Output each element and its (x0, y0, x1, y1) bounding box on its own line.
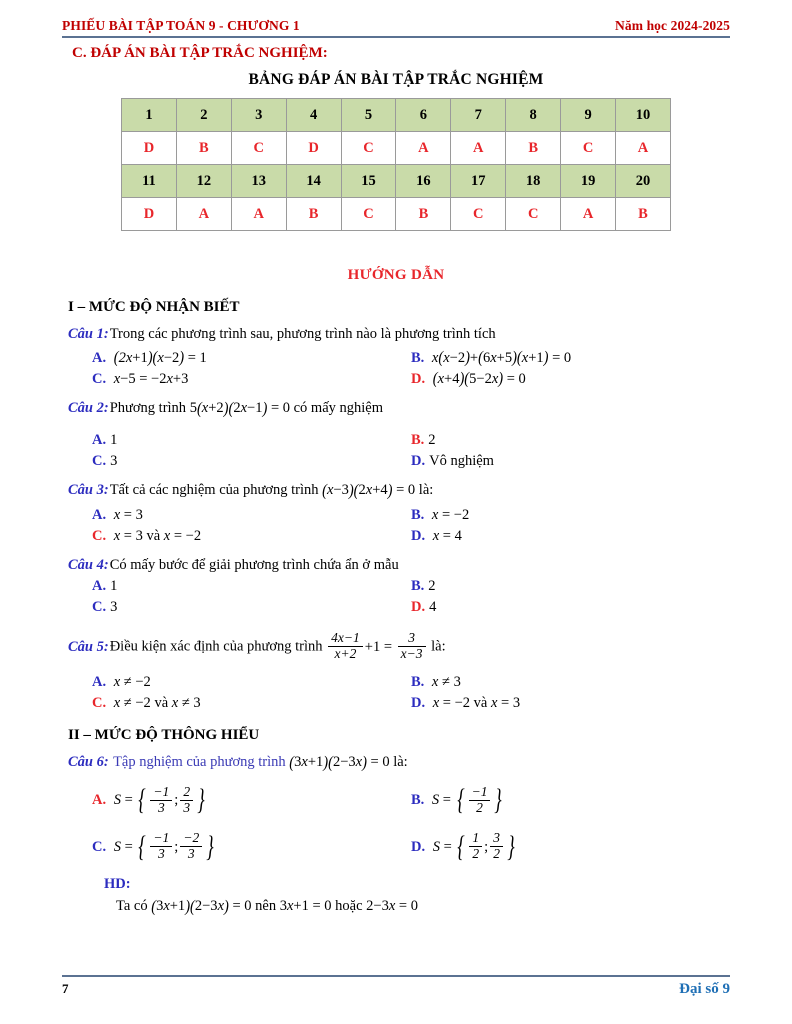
guide-title: HƯỚNG DẪN (347, 267, 445, 283)
option-letter: B. (411, 792, 425, 809)
option-letter: C. (92, 695, 107, 712)
question-1-options (92, 348, 730, 390)
table-cell-answer: D (286, 132, 341, 165)
option-a[interactable] (92, 348, 411, 369)
question-2-options (92, 430, 730, 472)
table-cell-answer: B (616, 198, 671, 231)
option-text: x = −2 (431, 506, 470, 523)
question-5-text-after: là: (431, 638, 446, 655)
question-3-text-after: là: (418, 482, 434, 499)
question-6 (68, 753, 730, 915)
option-letter: A. (92, 432, 107, 449)
question-4-text: Có mấy bước để giải phương trình chứa ẩn ở mẫu (109, 557, 399, 573)
question-5 (68, 632, 730, 714)
option-text: x ≠ −2 (113, 674, 151, 691)
option-letter: B. (411, 432, 425, 449)
fraction: $\frac{3}{x-3}$ (398, 631, 426, 661)
question-6-label: Câu 6: (68, 754, 109, 771)
table-cell-answer: C (451, 198, 506, 231)
option-letter: C. (92, 599, 107, 616)
level-heading-1: I – MỨC ĐỘ NHẬN BIẾT (68, 299, 240, 315)
question-1-label: Câu 1: (68, 326, 109, 342)
option-text: (2x+1)(x−2) = 1 (113, 349, 207, 368)
option-c[interactable] (92, 526, 411, 547)
table-cell-answer: A (561, 198, 616, 231)
option-letter: C. (92, 453, 107, 470)
header-school-year: Năm học 2024-2025 (615, 18, 730, 33)
option-letter: B. (411, 506, 425, 523)
option-text: x ≠ 3 (431, 674, 461, 691)
table-cell-answer: A (231, 198, 286, 231)
option-b[interactable] (411, 576, 730, 597)
option-a[interactable] (92, 576, 411, 597)
option-letter: D. (411, 838, 426, 855)
option-letter: C. (92, 838, 107, 855)
option-d[interactable] (411, 526, 730, 547)
option-text: x = 3 và x = −2 (113, 527, 202, 544)
option-letter: B. (411, 350, 425, 367)
option-text: S = { $\frac{-1}{3}$ ; $\frac{-2}{3}$ } (113, 829, 214, 863)
option-d[interactable] (411, 369, 730, 390)
option-c[interactable] (92, 829, 411, 863)
table-row-numbers-1 (122, 99, 671, 132)
option-letter: A. (92, 578, 107, 595)
table-cell-number: 5 (341, 99, 396, 132)
option-text: x = −2 và x = 3 (432, 695, 521, 712)
option-text: x = 4 (432, 527, 462, 544)
option-a[interactable] (92, 430, 411, 451)
table-cell-answer: C (341, 132, 396, 165)
option-d[interactable] (411, 597, 730, 618)
table-cell-number: 6 (396, 99, 451, 132)
option-a[interactable] (92, 783, 411, 832)
table-cell-number: 1 (122, 99, 177, 132)
table-cell-answer: A (451, 132, 506, 165)
table-row-numbers-2 (122, 165, 671, 198)
option-letter: A. (92, 674, 107, 691)
section-c-title: C. ĐÁP ÁN BÀI TẬP TRẮC NGHIỆM: (72, 45, 328, 61)
option-letter: C. (92, 527, 107, 544)
table-cell-answer: C (231, 132, 286, 165)
option-text: 3 (110, 599, 118, 616)
table-cell-answer: B (286, 198, 341, 231)
table-cell-answer: D (122, 132, 177, 165)
question-3-text-before: Tất cả các nghiệm của phương trình (109, 482, 319, 499)
fraction: $\frac{4x-1}{x+2}$ (328, 631, 363, 661)
option-text: x ≠ −2 và x ≠ 3 (113, 695, 201, 712)
table-cell-number: 4 (286, 99, 341, 132)
option-text: (x+4)(5−2x) = 0 (432, 370, 526, 389)
question-3-label: Câu 3: (68, 482, 109, 499)
option-c[interactable] (92, 693, 411, 714)
table-cell-number: 14 (286, 165, 341, 198)
table-cell-number: 15 (341, 165, 396, 198)
option-letter: D. (411, 527, 426, 544)
table-cell-answer: B (506, 132, 561, 165)
question-2 (68, 399, 730, 472)
option-c[interactable] (92, 451, 411, 472)
table-cell-number: 20 (616, 165, 671, 198)
table-cell-answer: A (176, 198, 231, 231)
question-6-text-before: Tập nghiệm của phương trình (113, 754, 286, 771)
question-4-options (92, 576, 730, 618)
footer-subject: Đại số 9 (679, 981, 730, 997)
answer-table-title: BẢNG ĐÁP ÁN BÀI TẬP TRẮC NGHIỆM (248, 71, 544, 88)
option-text: S = { $\frac{-1}{2}$ } (431, 783, 503, 817)
table-cell-number: 9 (561, 99, 616, 132)
question-4-stem (68, 556, 730, 574)
question-1 (68, 325, 730, 390)
table-cell-number: 12 (176, 165, 231, 198)
option-b[interactable] (411, 348, 730, 369)
option-text: 4 (429, 599, 437, 616)
question-2-stem (68, 399, 730, 418)
option-letter: D. (411, 695, 426, 712)
question-2-text-before: Phương trình (109, 400, 187, 417)
question-5-stem (68, 632, 730, 662)
option-b[interactable] (411, 672, 730, 693)
option-text: 1 (110, 432, 118, 449)
question-4-label: Câu 4: (68, 557, 109, 573)
header-title-left: PHIẾU BÀI TẬP TOÁN 9 - CHƯƠNG 1 (62, 18, 300, 33)
question-1-stem (68, 325, 730, 343)
option-b[interactable] (411, 505, 730, 526)
table-cell-number: 11 (122, 165, 177, 198)
option-text: 2 (428, 432, 436, 449)
table-cell-number: 13 (231, 165, 286, 198)
question-4 (68, 556, 730, 618)
question-1-text: Trong các phương trình sau, phương trình nào là phương trình tích (109, 326, 496, 342)
option-letter: B. (411, 578, 425, 595)
option-text: x−5 = −2x+3 (113, 371, 189, 388)
document-footer (62, 975, 730, 998)
question-5-options (92, 672, 730, 714)
question-5-label: Câu 5: (68, 638, 109, 655)
table-cell-answer: B (176, 132, 231, 165)
table-row-answers-2 (122, 198, 671, 231)
option-letter: A. (92, 506, 107, 523)
option-text: 3 (110, 453, 118, 470)
option-b[interactable] (411, 430, 730, 451)
option-b[interactable] (411, 783, 730, 832)
option-letter: D. (411, 453, 426, 470)
option-text: x = 3 (113, 506, 143, 523)
table-cell-number: 8 (506, 99, 561, 132)
question-6-options (92, 783, 730, 863)
answer-key-table (121, 98, 671, 231)
option-d[interactable] (411, 693, 730, 714)
table-cell-answer: A (396, 132, 451, 165)
table-cell-answer: C (341, 198, 396, 231)
option-text: Vô nghiệm (429, 453, 494, 470)
question-3-options (92, 505, 730, 547)
table-cell-answer: C (506, 198, 561, 231)
option-c[interactable] (92, 369, 411, 390)
level-heading-2: II – MỨC ĐỘ THÔNG HIỂU (68, 727, 260, 744)
question-5-equation: $\frac{4x-1}{x+2}$ +1 = $\frac{3}{x-3}$ (326, 639, 431, 655)
option-text: S = { $\frac{-1}{3}$ ; $\frac{2}{3}$ } (113, 783, 205, 817)
question-3-stem (68, 481, 730, 500)
table-cell-number: 7 (451, 99, 506, 132)
option-text: x(x−2)+(6x+5)(x+1) = 0 (431, 349, 572, 368)
question-6-text-after: là: (393, 754, 408, 771)
table-cell-number: 10 (616, 99, 671, 132)
table-cell-number: 19 (561, 165, 616, 198)
question-2-text-after: có mấy nghiệm (293, 400, 384, 417)
table-cell-answer: C (561, 132, 616, 165)
option-letter: D. (411, 599, 426, 616)
question-6-stem (68, 753, 730, 772)
option-c[interactable] (92, 597, 411, 618)
table-cell-number: 18 (506, 165, 561, 198)
option-letter: A. (92, 350, 107, 367)
option-letter: D. (411, 371, 426, 388)
option-d[interactable] (411, 451, 730, 472)
page-number: 7 (62, 981, 69, 996)
document-header (62, 0, 730, 38)
hd-label: HD: (104, 876, 131, 893)
option-d[interactable] (411, 829, 730, 863)
question-6-equation: (3x+1)(2−3x) = 0 (289, 753, 390, 773)
option-letter: B. (411, 674, 425, 691)
question-3-equation: (x−3)(2x+4) = 0 (322, 481, 416, 501)
table-cell-number: 3 (231, 99, 286, 132)
question-3 (68, 481, 730, 547)
question-5-text-before: Điều kiện xác định của phương trình (109, 638, 323, 655)
table-cell-answer: D (122, 198, 177, 231)
table-row-answers-1 (122, 132, 671, 165)
option-text: S = { $\frac{1}{2}$ ; $\frac{3}{2}$ } (432, 829, 515, 863)
hd-body: Ta có (3x+1)(2−3x) = 0 nên 3x+1 = 0 hoặc 2−3x = 0 (116, 897, 418, 916)
option-text: 2 (428, 578, 436, 595)
option-a[interactable] (92, 672, 411, 693)
table-cell-answer: A (616, 132, 671, 165)
option-text: 1 (110, 578, 118, 595)
option-letter: A. (92, 792, 107, 809)
table-cell-number: 16 (396, 165, 451, 198)
question-2-equation: 5(x+2)(2x−1) = 0 (189, 399, 290, 419)
table-cell-answer: B (396, 198, 451, 231)
table-cell-number: 2 (176, 99, 231, 132)
question-2-label: Câu 2: (68, 400, 109, 417)
option-a[interactable] (92, 505, 411, 526)
table-cell-number: 17 (451, 165, 506, 198)
option-letter: C. (92, 371, 107, 388)
